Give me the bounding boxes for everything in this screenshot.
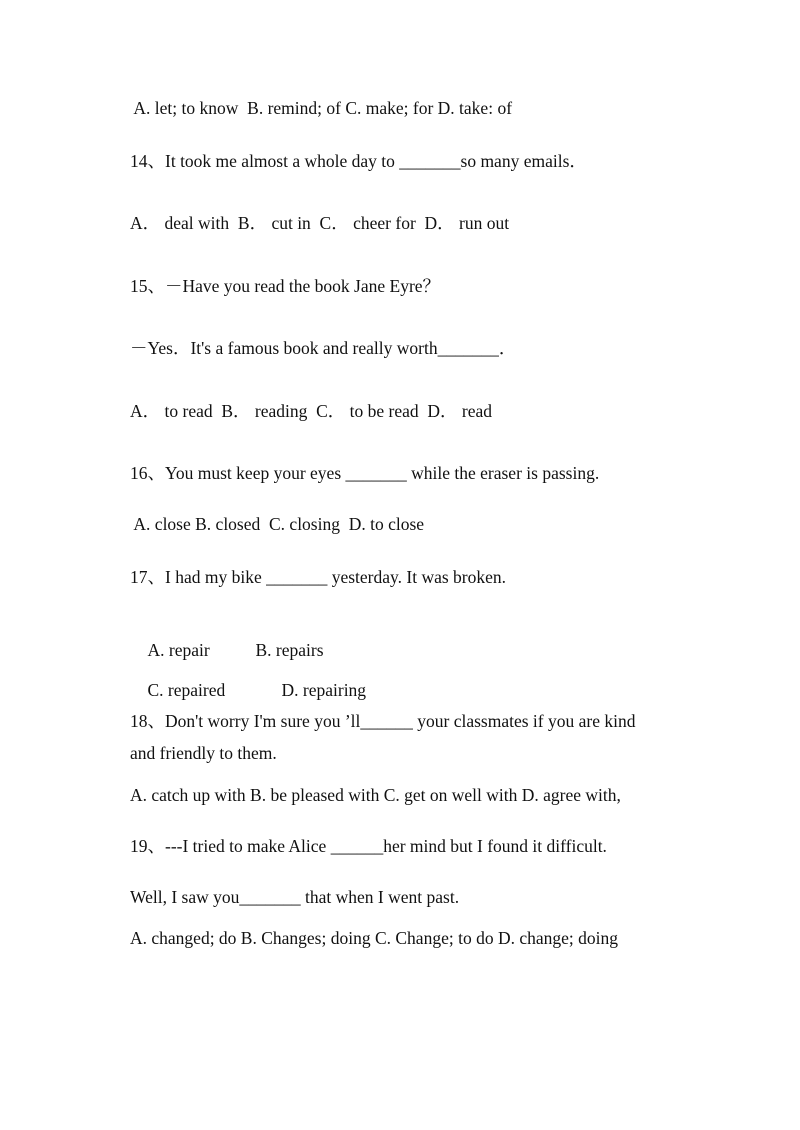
q17-option-a: A. repair: [147, 640, 210, 660]
q19-answer-line: Well, I saw you_______ that when I went past.: [130, 887, 460, 907]
q19-question: 19、---I tried to make Alice ______her mind but I found it difficult.: [130, 836, 607, 856]
q17-question: 17、I had my bike _______ yesterday. It was broken.: [130, 567, 507, 587]
q18-question-cont: and friendly to them.: [130, 743, 277, 763]
q16-question: 16、You must keep your eyes _______ while the eraser is passing.: [130, 463, 600, 483]
q15-options: A． to read B． reading C． to be read D． read: [130, 401, 493, 421]
q19-options: A. changed; do B. Changes; doing C. Change; to do D. change; doing: [130, 928, 618, 948]
q18-question: 18、Don't worry I'm sure you ’ll______ your classmates if you are kind: [130, 711, 636, 731]
q13-options: A. let; to know B. remind; of C. make; for D. take: of: [130, 98, 513, 118]
q17-option-d: D. repairing: [281, 680, 367, 700]
q17-option-b: B. repairs: [255, 640, 324, 660]
q15-question: 15、－Have you read the book Jane Eyre？: [130, 276, 441, 296]
q16-options: A. close B. closed C. closing D. to close: [130, 514, 425, 534]
q15-answer-line: －Yes．It's a famous book and really worth_______．: [130, 338, 517, 358]
q14-question: 14、It took me almost a whole day to _______so many emails．: [130, 151, 587, 171]
q14-options: A． deal with B． cut in C． cheer for D． run out: [130, 213, 510, 233]
q18-options: A. catch up with B. be pleased with C. get on well with D. agree with,: [130, 785, 621, 805]
q17-option-c: C. repaired: [147, 680, 226, 700]
